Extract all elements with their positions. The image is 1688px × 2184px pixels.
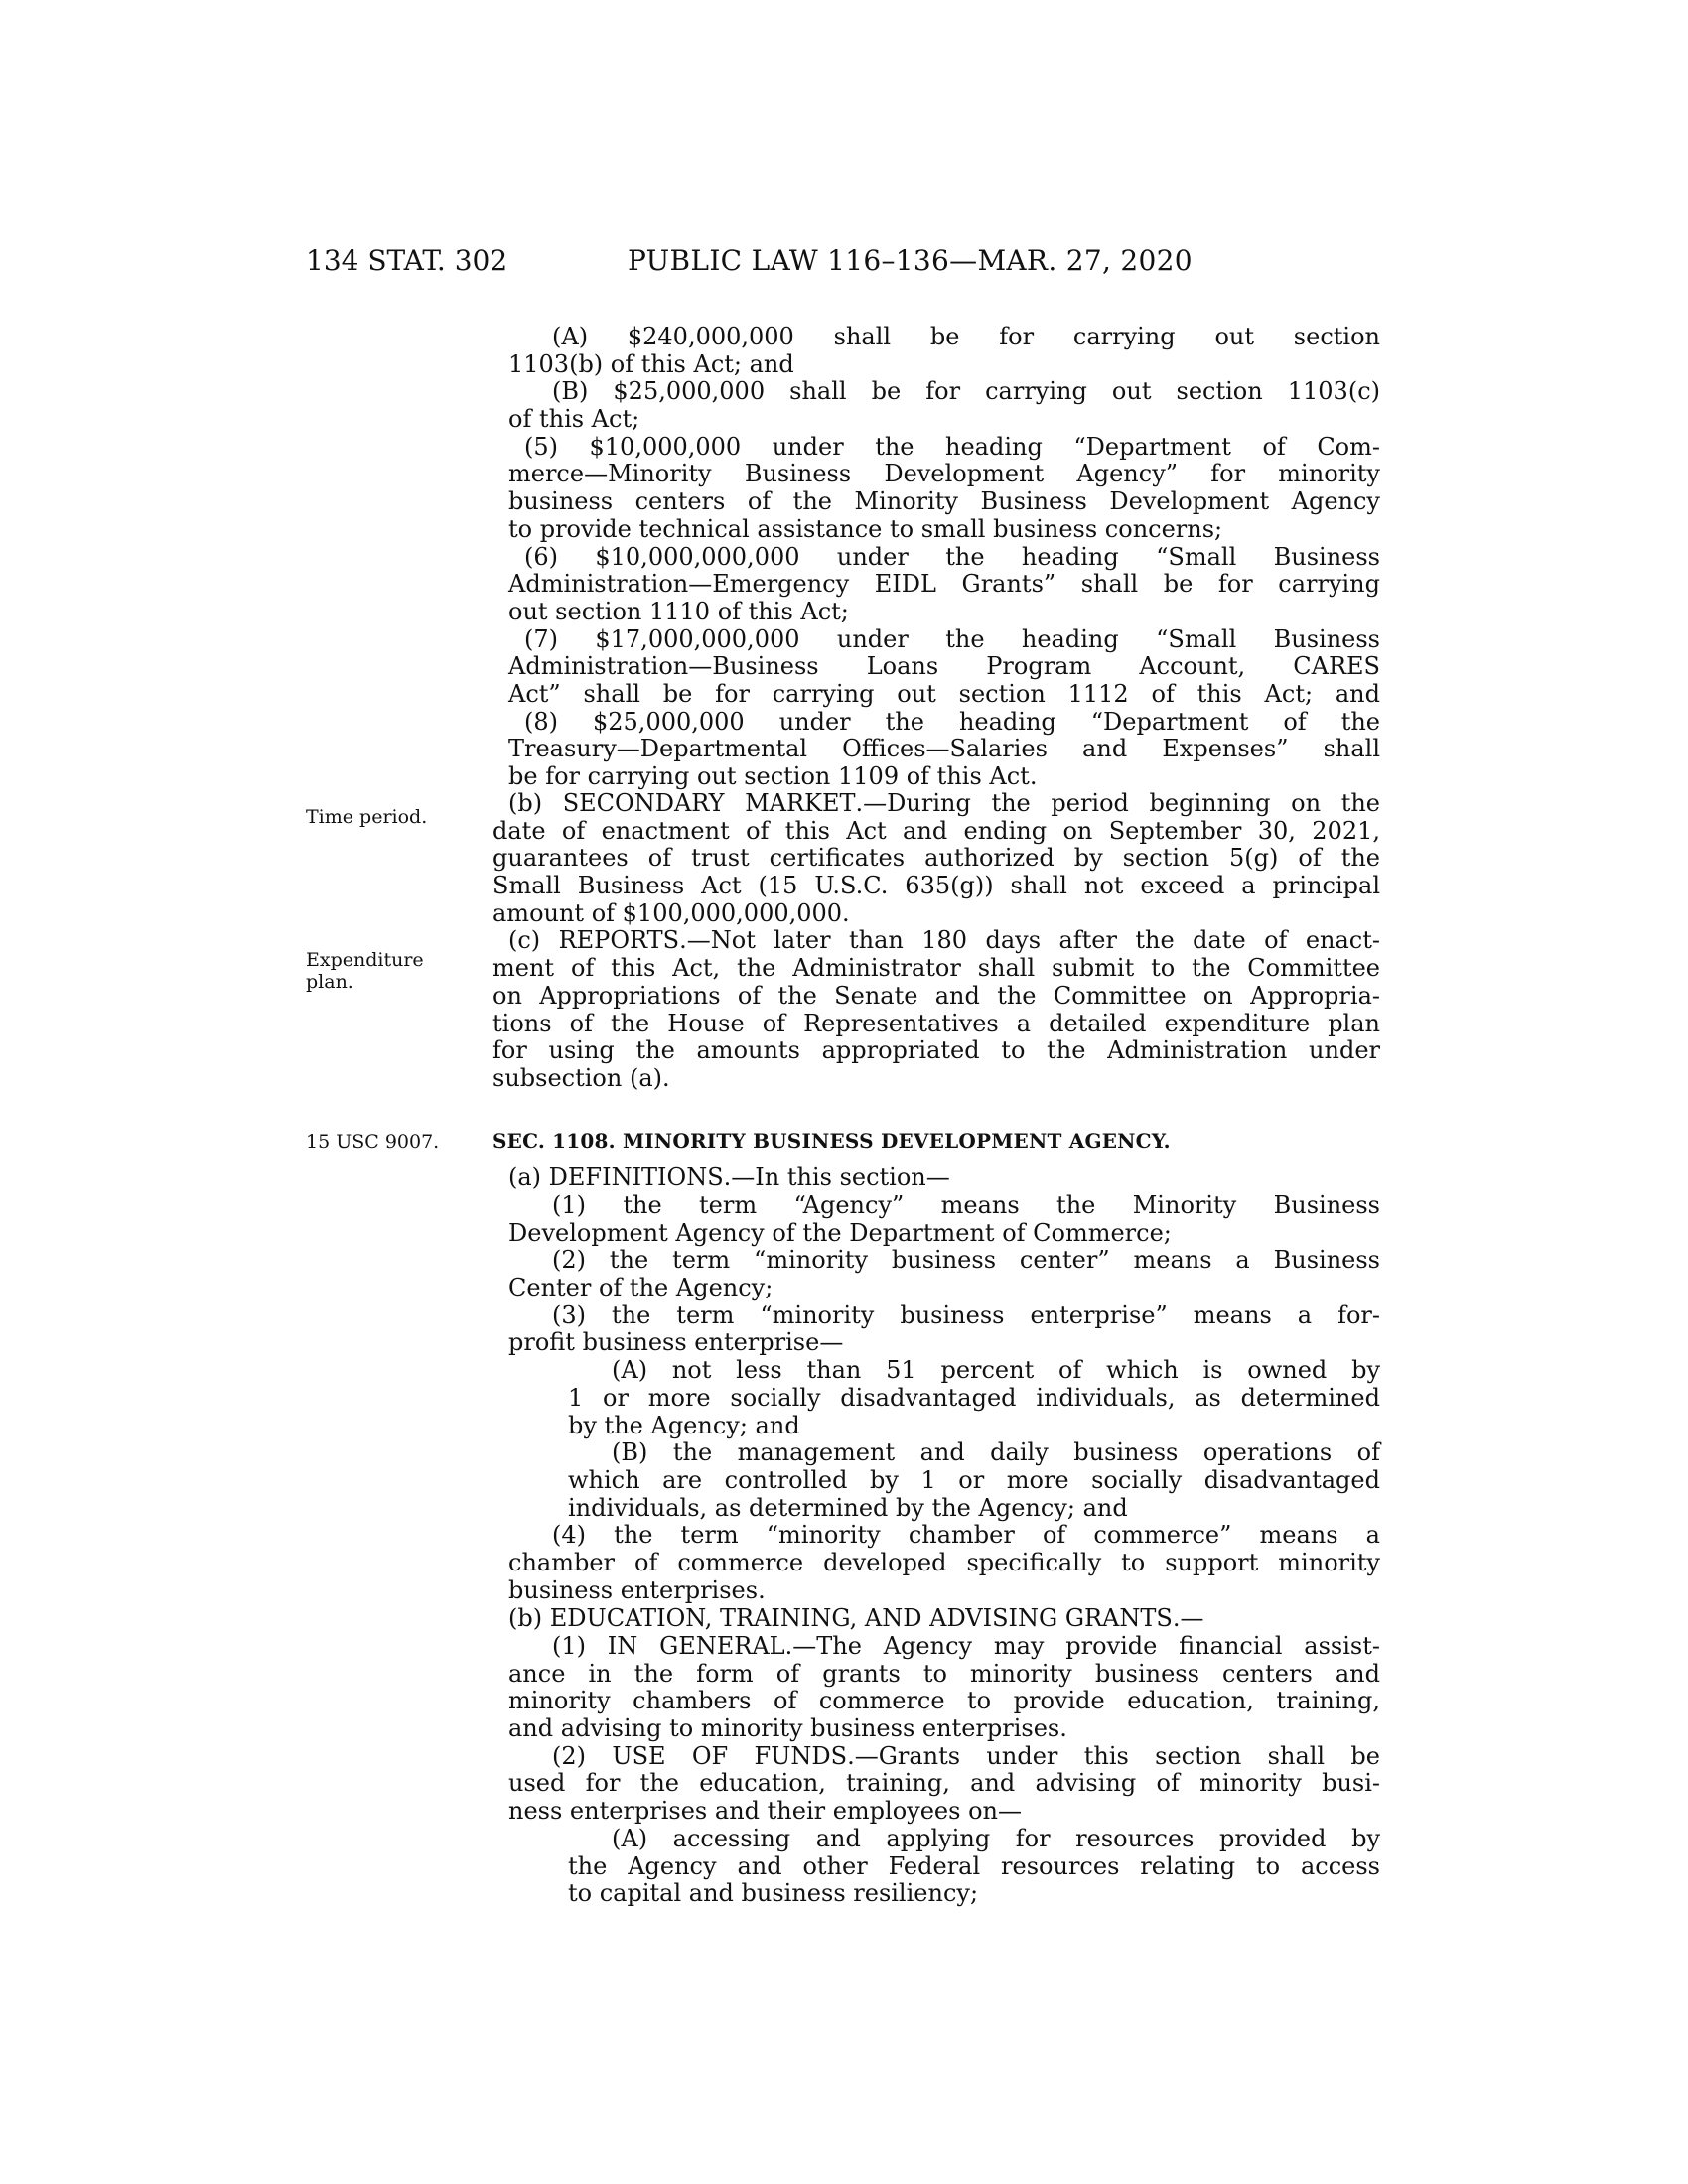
- text-line: business centers of the Minority Business Development Agency: [508, 487, 1380, 516]
- text-line: 1103(b) of this Act; and: [508, 349, 794, 378]
- text-line: Center of the Agency;: [508, 1274, 774, 1302]
- statute-body-part-4: [492, 1605, 1380, 1633]
- section-1108: [492, 1128, 1380, 1191]
- text-line: date of enactment of this Act and ending on September 30, 2021,: [492, 816, 1380, 845]
- text-line: of this Act;: [508, 405, 640, 434]
- margin-note-expenditure-plan: [306, 949, 424, 993]
- statute-body-part-2: [492, 790, 1380, 1093]
- text-line: to provide technical assistance to small business concerns;: [508, 514, 1223, 543]
- text-line: merce—Minority Business Development Agency” for minority: [508, 460, 1380, 488]
- statute-body-part-5: [508, 1633, 1380, 1908]
- subsection-b-heading-line: [492, 790, 1380, 818]
- text-line: to capital and business resiliency;: [568, 1879, 979, 1908]
- text-line: guarantees of trust certificates authorized by section 5(g) of the: [492, 844, 1380, 873]
- statute-body-part-3: [508, 1192, 1380, 1604]
- page-header: [0, 244, 1688, 284]
- text-line: (3) the term “minority business enterprise” means a for-: [552, 1300, 1380, 1329]
- text-line: which are controlled by 1 or more socially disadvantaged: [568, 1465, 1380, 1494]
- text-line: (B) $25,000,000 shall be for carrying out section 1103(c): [552, 377, 1380, 406]
- subsection-label: (b): [508, 1604, 550, 1632]
- statute-page-number: 134 STAT. 302: [306, 244, 508, 277]
- text-line: (5) $10,000,000 under the heading “Department of Com-: [524, 432, 1380, 461]
- margin-note-line: Expenditure: [306, 949, 424, 971]
- subsection-heading: SECONDARY MARKET: [562, 789, 856, 817]
- text-line: Act” shall be for carrying out section 1112 of this Act; and: [508, 679, 1380, 708]
- paragraph-heading: IN GENERAL: [607, 1632, 785, 1660]
- grants-heading-line: [492, 1605, 1380, 1633]
- text-line: (7) $17,000,000,000 under the heading “Small Business: [524, 624, 1380, 653]
- text-line: (4) the term “minority chamber of commerce” means a: [552, 1521, 1380, 1550]
- text-line: business enterprises.: [508, 1575, 766, 1604]
- subsection-text: .—: [1172, 1604, 1204, 1632]
- text-line: minority chambers of commerce to provide education, training,: [508, 1687, 1380, 1715]
- use-of-funds-heading-line: [508, 1743, 1380, 1771]
- text-line: profit business enterprise—: [508, 1328, 844, 1357]
- section-heading: SEC. 1108. MINORITY BUSINESS DEVELOPMENT AGENCY.: [492, 1129, 1171, 1153]
- in-general-heading-line: [508, 1633, 1380, 1661]
- text-line: Treasury—Departmental Offices—Salaries and Expenses” shall: [508, 735, 1380, 763]
- text-line: (8) $25,000,000 under the heading “Department of the: [524, 707, 1380, 736]
- text-line: (1) the term “Agency” means the Minority Business: [552, 1191, 1380, 1219]
- subsection-text: .—In this section—: [723, 1162, 950, 1191]
- subsection-heading: REPORTS: [558, 926, 680, 955]
- text-line: individuals, as determined by the Agency; and: [568, 1493, 1128, 1522]
- paragraph-text: .—Grants under this section shall be: [847, 1741, 1380, 1770]
- text-line: subsection (a).: [492, 1063, 670, 1092]
- text-line: out section 1110 of this Act;: [508, 597, 849, 625]
- text-line: by the Agency; and: [568, 1411, 800, 1439]
- paragraph-label: (2): [552, 1741, 613, 1770]
- paragraph-label: (1): [552, 1632, 608, 1660]
- subsection-label: (b): [508, 789, 563, 817]
- text-line: on Appropriations of the Senate and the Committee on Appropria-: [492, 981, 1380, 1010]
- subsection-label: (a): [508, 1162, 549, 1191]
- paragraph-text: .—The Agency may provide financial assist-: [784, 1632, 1380, 1660]
- text-line: ment of this Act, the Administrator shall submit to the Committee: [492, 954, 1380, 983]
- margin-note-time-period: Time period.: [306, 806, 428, 828]
- subsection-text: .—Not later than 180 days after the date of enact-: [679, 926, 1380, 955]
- text-line: Development Agency of the Department of Commerce;: [508, 1218, 1172, 1247]
- margin-note-line: plan.: [306, 971, 353, 993]
- public-law-title: PUBLIC LAW 116–136—MAR. 27, 2020: [628, 244, 1193, 277]
- text-line: chamber of commerce developed specifically to support minority: [508, 1548, 1380, 1576]
- text-line: 1 or more socially disadvantaged individuals, as determined: [568, 1383, 1380, 1412]
- text-line: (2) the term “minority business center” means a Business: [552, 1246, 1380, 1275]
- text-line: be for carrying out section 1109 of this Act.: [508, 762, 1038, 790]
- margin-note-usc: 15 USC 9007.: [306, 1131, 440, 1153]
- paragraph-heading: USE OF FUNDS: [612, 1741, 848, 1770]
- subsection-text: .—During the period beginning on the: [855, 789, 1381, 817]
- text-line: Small Business Act (15 U.S.C. 635(g)) shall not exceed a principal: [492, 872, 1380, 900]
- definitions-heading-line: [492, 1164, 1380, 1192]
- subsection-label: (c): [508, 926, 559, 955]
- text-line: used for the education, training, and advising of minority busi-: [508, 1769, 1380, 1798]
- text-line: Administration—Business Loans Program Account, CARES: [508, 652, 1380, 681]
- text-line: (B) the management and daily business operations of: [612, 1438, 1380, 1467]
- text-line: amount of $100,000,000,000.: [492, 898, 850, 927]
- subsection-heading: DEFINITIONS: [548, 1162, 724, 1191]
- text-line: (A) not less than 51 percent of which is owned by: [612, 1356, 1380, 1385]
- text-line: (A) $240,000,000 shall be for carrying out section: [552, 323, 1380, 350]
- text-line: the Agency and other Federal resources relating to access: [568, 1851, 1380, 1880]
- text-line: ness enterprises and their employees on—: [508, 1797, 1022, 1826]
- statute-body-part-1: [508, 324, 1380, 791]
- text-line: (A) accessing and applying for resources provided by: [612, 1824, 1380, 1852]
- text-line: and advising to minority business enterprises.: [508, 1714, 1067, 1743]
- text-line: tions of the House of Representatives a detailed expenditure plan: [492, 1009, 1380, 1037]
- text-line: Administration—Emergency EIDL Grants” shall be for carrying: [508, 570, 1380, 599]
- subsection-heading: EDUCATION, TRAINING, AND ADVISING GRANTS: [549, 1604, 1173, 1632]
- subsection-c-heading-line: [492, 927, 1380, 955]
- text-line: (6) $10,000,000,000 under the heading “Small Business: [524, 542, 1380, 571]
- text-line: for using the amounts appropriated to the Administration under: [492, 1036, 1380, 1065]
- text-line: ance in the form of grants to minority business centers and: [508, 1659, 1380, 1688]
